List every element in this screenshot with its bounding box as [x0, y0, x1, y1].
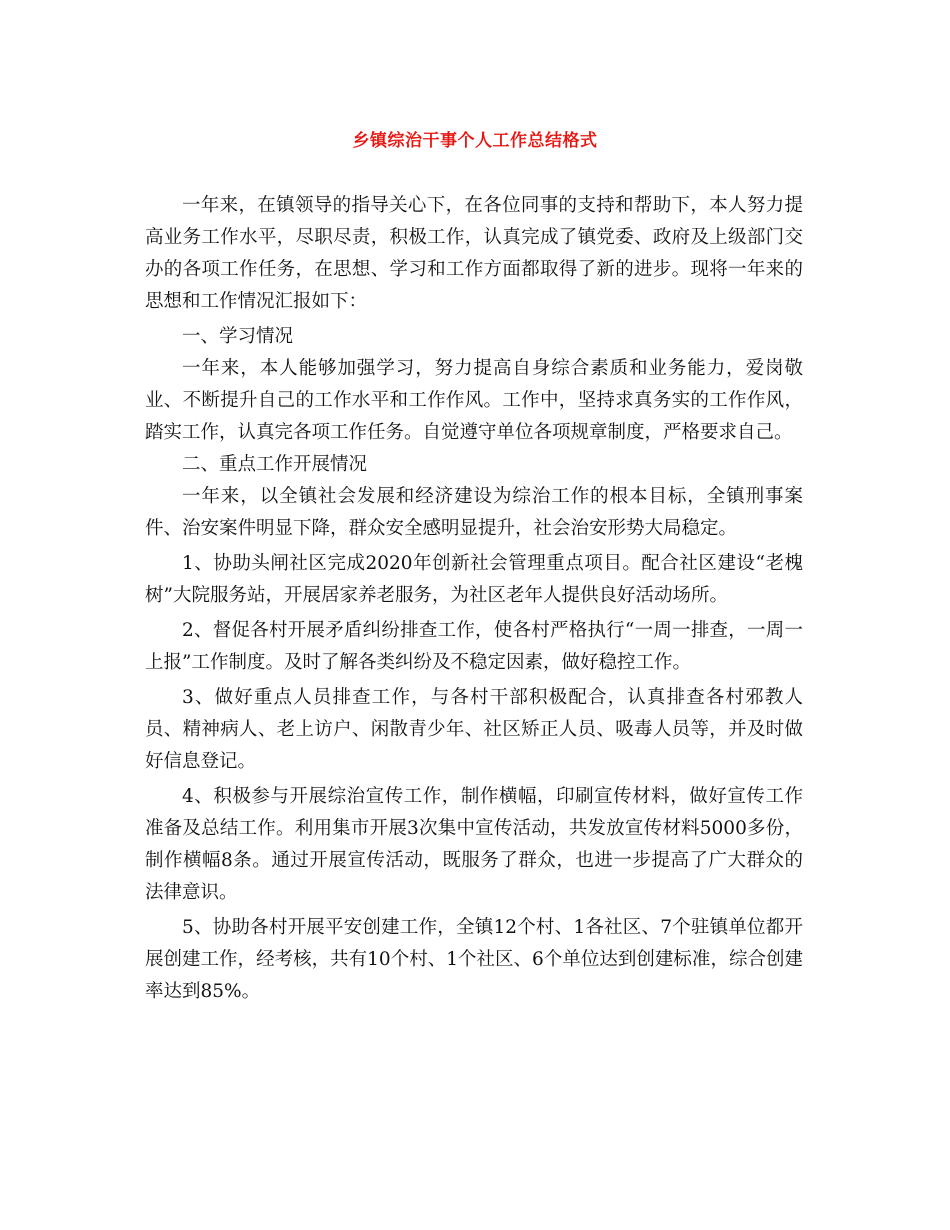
section-heading-key-work: 二、重点工作开展情况: [182, 454, 368, 475]
list-item-2: 2、督促各村开展矛盾纠纷排查工作，使各村严格执行“一周一排查，一周一上报”工作制度。及时了解各类纠纷及不稳定因素，做好稳控工作。: [145, 620, 803, 673]
paragraph-intro: 一年来，在镇领导的指导关心下，在各位同事的支持和帮助下，本人努力提高业务工作水平，尽职尽责，积极工作，认真完成了镇党委、政府及上级部门交办的各项工作任务，在思想、学习和工作方面都取得了新的进步。现将一年来的思想和工作情况汇报如下：: [145, 195, 803, 312]
list-item-3: 3、做好重点人员排查工作，与各村干部积极配合，认真排查各村邪教人员、精神病人、老上访户、闲散青少年、社区矫正人员、吸毒人员等，并及时做好信息登记。: [145, 687, 803, 772]
list-item-1: 1、协助头闸社区完成2020年创新社会管理重点项目。配合社区建设“老槐树”大院服务站，开展居家养老服务，为社区老年人提供良好活动场所。: [145, 553, 803, 606]
list-item-4: 4、积极参与开展综治宣传工作，制作横幅，印刷宣传材料，做好宣传工作准备及总结工作。利用集市开展3次集中宣传活动，共发放宣传材料5000多份，制作横幅8条。通过开展宣传活动，既服务了群众，也进一步提高了广大群众的法律意识。: [145, 786, 803, 903]
paragraph-key-work: 一年来，以全镇社会发展和经济建设为综治工作的根本目标，全镇刑事案件、治安案件明显下降，群众安全感明显提升，社会治安形势大局稳定。: [145, 486, 803, 539]
paragraph-study: 一年来，本人能够加强学习，努力提高自身综合素质和业务能力，爱岗敬业、不断提升自己的工作水平和工作作风。工作中，坚持求真务实的工作作风，踏实工作，认真完各项工作任务。自觉遵守单位各项规章制度，严格要求自己。: [145, 358, 803, 443]
section-heading-study: 一、学习情况: [182, 326, 294, 347]
document-title: 乡镇综治干事个人工作总结格式: [352, 131, 598, 151]
document-body: [145, 190, 803, 1011]
list-item-5: 5、协助各村开展平安创建工作，全镇12个村、1各社区、7个驻镇单位都开展创建工作，经考核，共有10个村、1个社区、6个单位达到创建标准，综合创建率达到85%。: [145, 917, 803, 1002]
